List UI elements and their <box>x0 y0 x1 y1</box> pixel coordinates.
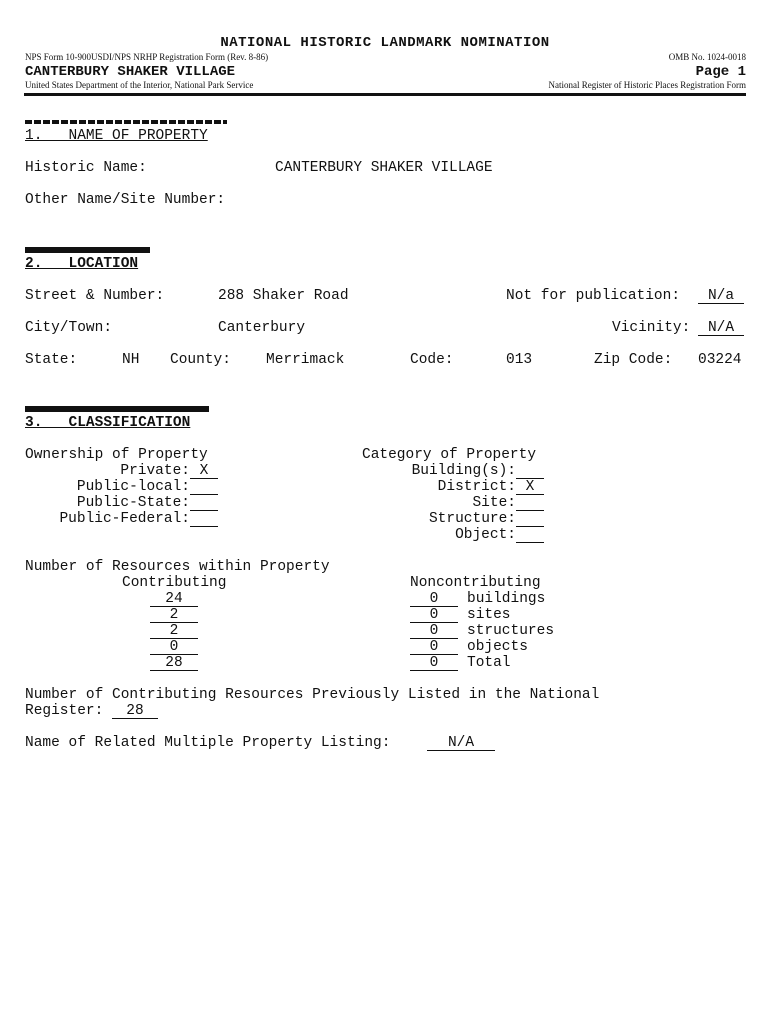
street-value: 288 Shaker Road <box>218 288 349 304</box>
resource-type-label: Total <box>467 655 511 671</box>
zip-value: 03224 <box>698 352 742 368</box>
document-title: NATIONAL HISTORIC LANDMARK NOMINATION <box>220 35 550 51</box>
category-structure-label: Structure: <box>428 511 516 527</box>
ownership-public-local-label: Public-local: <box>76 479 190 495</box>
noncontributing-total: 0 <box>410 655 458 671</box>
resource-type-label: structures <box>467 623 555 639</box>
related-listing-value: N/A <box>427 735 495 751</box>
register-form-line: National Register of Historic Places Registration Form <box>548 80 746 90</box>
category-building-label: Building(s): <box>411 463 516 479</box>
section-1-title: 1. NAME OF PROPERTY <box>25 128 208 144</box>
contributing-sites: 2 <box>150 607 198 623</box>
section-bar <box>25 247 150 253</box>
state-label: State: <box>25 352 78 368</box>
section-bar <box>25 406 209 412</box>
category-site-value <box>516 495 544 511</box>
code-value: 013 <box>506 352 533 368</box>
contributing-structures: 2 <box>150 623 198 639</box>
resource-type-label: sites <box>467 607 511 623</box>
city-value: Canterbury <box>218 320 306 336</box>
code-label: Code: <box>410 352 454 368</box>
state-value: NH <box>122 352 140 368</box>
ownership-private-value: X <box>190 463 218 479</box>
resources-heading: Number of Resources within Property <box>25 559 330 575</box>
register-label: Register: <box>25 703 104 719</box>
category-site-label: Site: <box>472 495 516 511</box>
ownership-public-state-label: Public-State: <box>76 495 190 511</box>
resource-type-label: objects <box>467 639 528 655</box>
zip-label: Zip Code: <box>594 352 673 368</box>
ownership-heading: Ownership of Property <box>25 447 208 463</box>
category-district-value: X <box>516 479 544 495</box>
not-for-publication-label: Not for publication: <box>506 288 681 304</box>
category-district-label: District: <box>437 479 516 495</box>
section-3-title: 3. CLASSIFICATION <box>25 415 191 431</box>
other-name-label: Other Name/Site Number: <box>25 192 226 208</box>
contributing-objects: 0 <box>150 639 198 655</box>
resource-type-label: buildings <box>467 591 546 607</box>
category-object-value <box>516 527 544 543</box>
noncontributing-heading: Noncontributing <box>410 575 541 591</box>
historic-name-value: CANTERBURY SHAKER VILLAGE <box>275 160 493 176</box>
ownership-private-label: Private: <box>120 463 190 479</box>
section-2-title: 2. LOCATION <box>25 256 139 272</box>
ownership-public-federal-label: Public-Federal: <box>59 511 190 527</box>
street-label: Street & Number: <box>25 288 165 304</box>
vicinity-value: N/A <box>698 320 744 336</box>
previously-listed-label: Number of Contributing Resources Previously Listed in the National <box>25 687 600 703</box>
department-line: United States Department of the Interior, National Park Service <box>25 80 254 90</box>
category-building-value <box>516 463 544 479</box>
related-listing-label: Name of Related Multiple Property Listing: <box>25 735 391 751</box>
noncontributing-structures: 0 <box>410 623 458 639</box>
contributing-total: 28 <box>150 655 198 671</box>
county-label: County: <box>170 352 231 368</box>
category-heading: Category of Property <box>362 447 537 463</box>
noncontributing-sites: 0 <box>410 607 458 623</box>
ownership-public-state-value <box>190 495 218 511</box>
county-value: Merrimack <box>266 352 345 368</box>
noncontributing-buildings: 0 <box>410 591 458 607</box>
city-label: City/Town: <box>25 320 113 336</box>
category-object-label: Object: <box>455 527 516 543</box>
category-structure-value <box>516 511 544 527</box>
noncontributing-objects: 0 <box>410 639 458 655</box>
section-bar <box>25 120 227 124</box>
previously-listed-value: 28 <box>112 703 158 719</box>
form-number: NPS Form 10-900USDI/NPS NRHP Registration Form (Rev. 8-86) <box>25 52 269 62</box>
ownership-public-federal-value <box>190 511 218 527</box>
contributing-heading: Contributing <box>122 575 227 591</box>
vicinity-label: Vicinity: <box>612 320 691 336</box>
property-name-header: CANTERBURY SHAKER VILLAGE <box>25 64 236 80</box>
not-for-publication-value: N/a <box>698 288 744 304</box>
header-rule <box>24 93 746 96</box>
historic-name-label: Historic Name: <box>25 160 147 176</box>
contributing-buildings: 24 <box>150 591 198 607</box>
ownership-public-local-value <box>190 479 218 495</box>
page-number: Page 1 <box>695 64 746 80</box>
omb-number: OMB No. 1024-0018 <box>668 52 746 62</box>
